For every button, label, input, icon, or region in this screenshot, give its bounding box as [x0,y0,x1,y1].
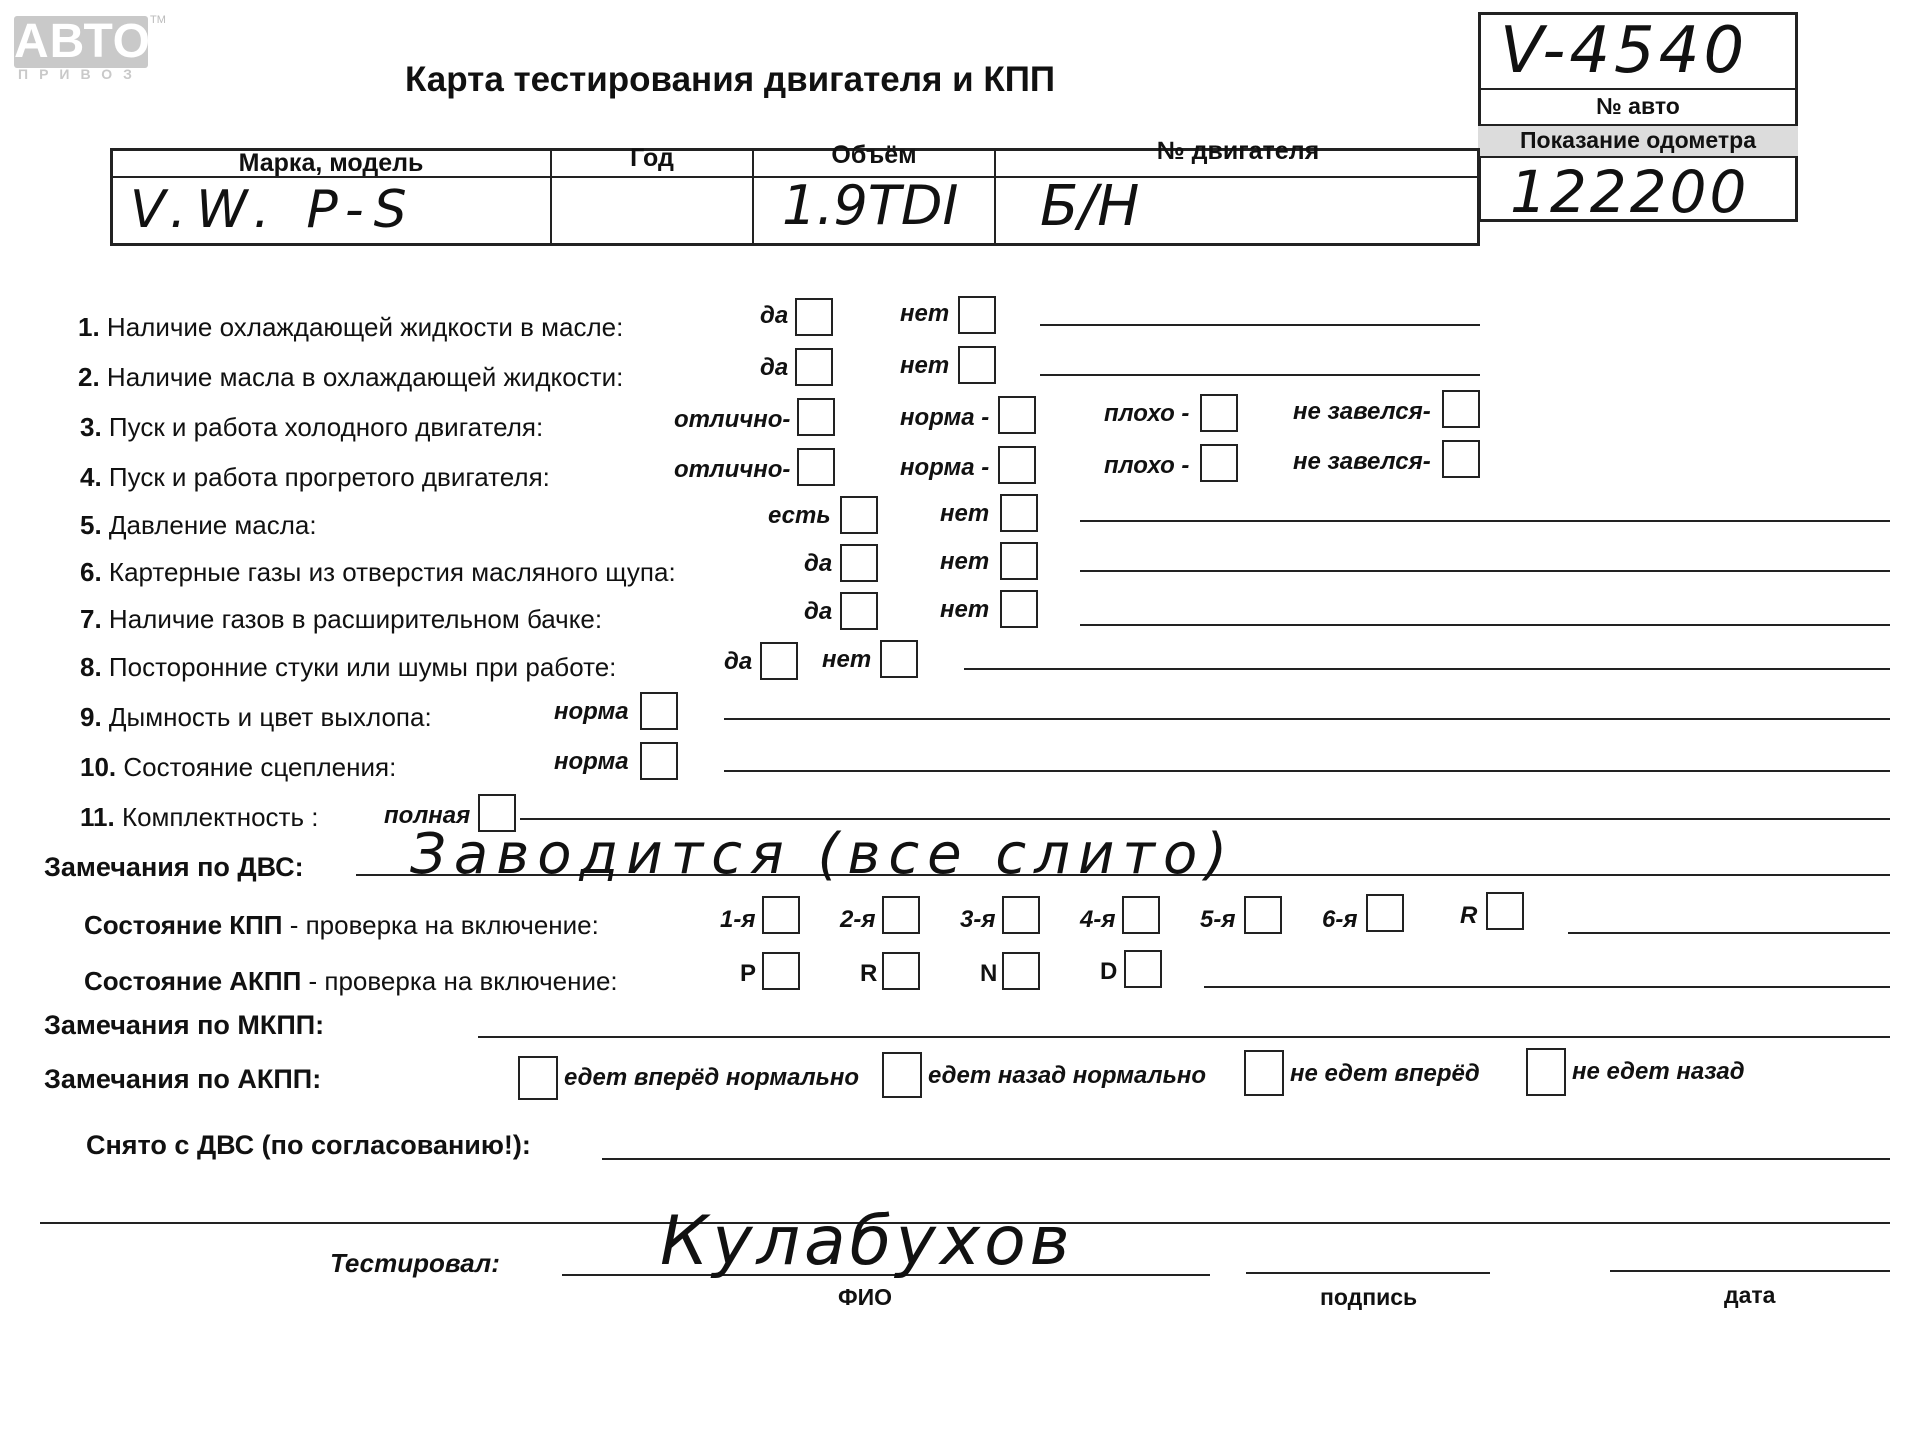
question-10 [80,752,396,783]
date-line[interactable] [1610,1270,1890,1272]
gear-4-checkbox[interactable] [1122,896,1160,934]
removed-parts-label: Снято с ДВС (по согласованию!): [86,1130,531,1160]
question-11 [80,802,318,833]
engine-value[interactable]: Б/Н [1040,174,1140,239]
gear-6-label: 6-я [1322,906,1358,933]
question-3 [80,412,543,443]
auto-gearbox-check-label [84,966,618,997]
question-5-text: Давление масла: [108,510,317,540]
question-7 [80,604,602,635]
auto-remark-backward-ok-checkbox[interactable] [882,1052,922,1098]
year-label: Год [630,144,674,172]
question-11-number: 11. [80,802,115,832]
odometer-value[interactable]: 122200 [1510,158,1750,226]
logo-tm: TM [150,14,166,26]
q8-option-no-label: нет [822,646,872,673]
auto-gear-n-label: N [980,960,998,987]
gearbox-check-label-rest: - проверка на включение: [282,910,599,940]
logo-subtitle: ПРИВОЗ [18,66,143,82]
q1-option-no-label: нет [900,300,950,327]
auto-remark-no-forward-checkbox[interactable] [1244,1050,1284,1096]
q11-option-full-label: полная [384,802,471,829]
volume-value[interactable]: 1.9TDI [782,174,959,237]
q1-yes-checkbox[interactable] [795,298,833,336]
fio-label: ФИО [838,1284,893,1310]
q5-option-no-label: нет [940,500,990,527]
q4-excellent-checkbox[interactable] [797,448,835,486]
auto-remark-no-backward-checkbox[interactable] [1526,1048,1566,1096]
q1-comment-line[interactable] [1040,324,1480,326]
q6-comment-line[interactable] [1080,570,1890,572]
brand-label: Марка, модель [238,149,424,177]
gear-4-label: 4-я [1080,906,1116,933]
q6-option-yes-label: да [804,550,833,577]
question-5 [80,510,317,541]
auto-gearbox-check-label-rest: - проверка на включение: [301,966,618,996]
gearbox-check-label [84,910,599,941]
gear-r-checkbox[interactable] [1486,892,1524,930]
q1-option-yes-label: да [760,302,789,329]
gear-6-checkbox[interactable] [1366,894,1404,932]
question-4-text: Пуск и работа прогретого двигателя: [108,462,550,492]
question-7-text: Наличие газов в расширительном бачке: [108,604,603,634]
logo-text: АВТО [14,15,151,68]
gear-1-label: 1-я [720,906,756,933]
q3-bad-checkbox[interactable] [1200,394,1238,432]
manual-gearbox-remarks-label: Замечания по МКПП: [44,1010,325,1040]
question-2-number: 2. [78,362,100,392]
auto-gear-d-label: D [1100,958,1118,985]
signature-line[interactable] [1246,1272,1490,1274]
gear-3-label: 3-я [960,906,996,933]
q1-no-checkbox[interactable] [958,296,996,334]
question-2 [78,362,623,393]
gearbox-comment-line[interactable] [1568,932,1890,934]
auto-gearbox-comment-line[interactable] [1204,986,1890,988]
gearbox-check-label-bold: Состояние КПП [84,910,283,940]
q6-no-checkbox[interactable] [1000,542,1038,580]
q10-comment-line[interactable] [724,770,1890,772]
question-6-text: Картерные газы из отверстия масляного щупа: [108,557,676,587]
q4-option-bad-label: плохо - [1104,452,1190,479]
q9-comment-line[interactable] [724,718,1890,720]
question-9-text: Дымность и цвет выхлопа: [108,702,432,732]
auto-gear-r-checkbox[interactable] [882,952,920,990]
q6-option-no-label: нет [940,548,990,575]
q7-option-yes-label: да [804,598,833,625]
q5-yes-checkbox[interactable] [840,496,878,534]
tester-name-value[interactable]: Кулабухов [660,1202,1074,1281]
gear-3-checkbox[interactable] [1002,896,1040,934]
date-label: дата [1724,1282,1776,1308]
brand-value[interactable]: V.W. P-S [130,180,417,240]
q3-normal-checkbox[interactable] [998,396,1036,434]
car-number-value[interactable]: V-4540 [1500,14,1749,88]
q3-option-nostart-label: не завелся- [1293,398,1431,425]
q2-yes-checkbox[interactable] [795,348,833,386]
q7-yes-checkbox[interactable] [840,592,878,630]
auto-gearbox-remarks-label: Замечания по АКПП: [44,1064,322,1094]
tester-label: Тестировал: [330,1248,500,1278]
car-number-divider [1478,88,1798,90]
question-9 [80,702,432,733]
question-3-text: Пуск и работа холодного двигателя: [108,412,544,442]
q3-option-bad-label: плохо - [1104,400,1190,427]
auto-gear-p-checkbox[interactable] [762,952,800,990]
gear-r-label: R [1460,902,1478,929]
q4-normal-checkbox[interactable] [998,446,1036,484]
odometer-label: Показание одометра [1520,127,1756,153]
q8-option-yes-label: да [724,648,753,675]
q11-comment-line[interactable] [520,818,1890,820]
engine-label: № двигателя [1156,137,1320,165]
q4-option-normal-label: норма - [900,454,990,481]
page-title: Карта тестирования двигателя и КПП [405,60,1056,99]
q9-normal-checkbox[interactable] [640,692,678,730]
q8-no-checkbox[interactable] [880,640,918,678]
q10-normal-checkbox[interactable] [640,742,678,780]
question-3-number: 3. [80,412,102,442]
odometer-divider [1478,124,1798,126]
question-8 [80,652,616,683]
q3-option-excellent-label: отлично- [674,406,791,433]
q7-comment-line[interactable] [1080,624,1890,626]
auto-remark-no-forward-label: не едет вперёд [1290,1060,1480,1087]
question-2-text: Наличие масла в охлаждающей жидкости: [106,362,624,392]
q10-option-normal-label: норма [554,748,629,775]
q7-no-checkbox[interactable] [1000,590,1038,628]
gear-1-checkbox[interactable] [762,896,800,934]
question-1-number: 1. [78,312,100,342]
q2-no-checkbox[interactable] [958,346,996,384]
q7-option-no-label: нет [940,596,990,623]
auto-remark-backward-ok-label: едет назад нормально [928,1062,1207,1089]
auto-remark-forward-ok-label: едет вперёд нормально [564,1064,860,1091]
auto-remark-no-backward-label: не едет назад [1572,1058,1745,1085]
q4-option-excellent-label: отлично- [674,456,791,483]
q3-nostart-checkbox[interactable] [1442,390,1480,428]
q3-excellent-checkbox[interactable] [797,398,835,436]
removed-parts-line[interactable] [602,1158,1890,1160]
question-8-number: 8. [80,652,102,682]
question-4-number: 4. [80,462,102,492]
q5-option-yes-label: есть [768,502,831,529]
gear-5-label: 5-я [1200,906,1236,933]
q8-comment-line[interactable] [964,668,1890,670]
question-11-text: Комплектность : [121,802,319,832]
q8-yes-checkbox[interactable] [760,642,798,680]
volume-label: Объём [831,141,917,169]
q4-option-nostart-label: не завелся- [1293,448,1431,475]
question-9-number: 9. [80,702,102,732]
manual-gearbox-remarks-line[interactable] [478,1036,1890,1038]
auto-gear-n-checkbox[interactable] [1002,952,1040,990]
q3-option-normal-label: норма - [900,404,990,431]
question-7-number: 7. [80,604,102,634]
signature-label: подпись [1320,1284,1418,1310]
question-1 [78,312,623,343]
question-4 [80,462,550,493]
gear-5-checkbox[interactable] [1244,896,1282,934]
question-6-number: 6. [80,557,102,587]
auto-gear-p-label: P [740,960,757,987]
auto-gear-r-label: R [860,960,878,987]
question-10-text: Состояние сцепления: [123,752,397,782]
q4-bad-checkbox[interactable] [1200,444,1238,482]
question-10-number: 10. [80,752,117,782]
auto-gear-d-checkbox[interactable] [1124,950,1162,988]
q2-comment-line[interactable] [1040,374,1480,376]
gear-2-label: 2-я [840,906,876,933]
q2-option-no-label: нет [900,352,950,379]
auto-remark-forward-ok-checkbox[interactable] [518,1056,558,1100]
question-1-text: Наличие охлаждающей жидкости в масле: [106,312,624,342]
q5-no-checkbox[interactable] [1000,494,1038,532]
q4-nostart-checkbox[interactable] [1442,440,1480,478]
question-6 [80,557,676,588]
q5-comment-line[interactable] [1080,520,1890,522]
car-number-label: № авто [1596,93,1680,119]
question-8-text: Посторонние стуки или шумы при работе: [108,652,617,682]
auto-gearbox-check-label-bold: Состояние АКПП [84,966,302,996]
engine-remarks-value[interactable]: Заводится (все слито) [410,822,1236,887]
q9-option-normal-label: норма [554,698,629,725]
q2-option-yes-label: да [760,354,789,381]
question-5-number: 5. [80,510,102,540]
q6-yes-checkbox[interactable] [840,544,878,582]
gear-2-checkbox[interactable] [882,896,920,934]
engine-remarks-label: Замечания по ДВС: [44,852,304,882]
